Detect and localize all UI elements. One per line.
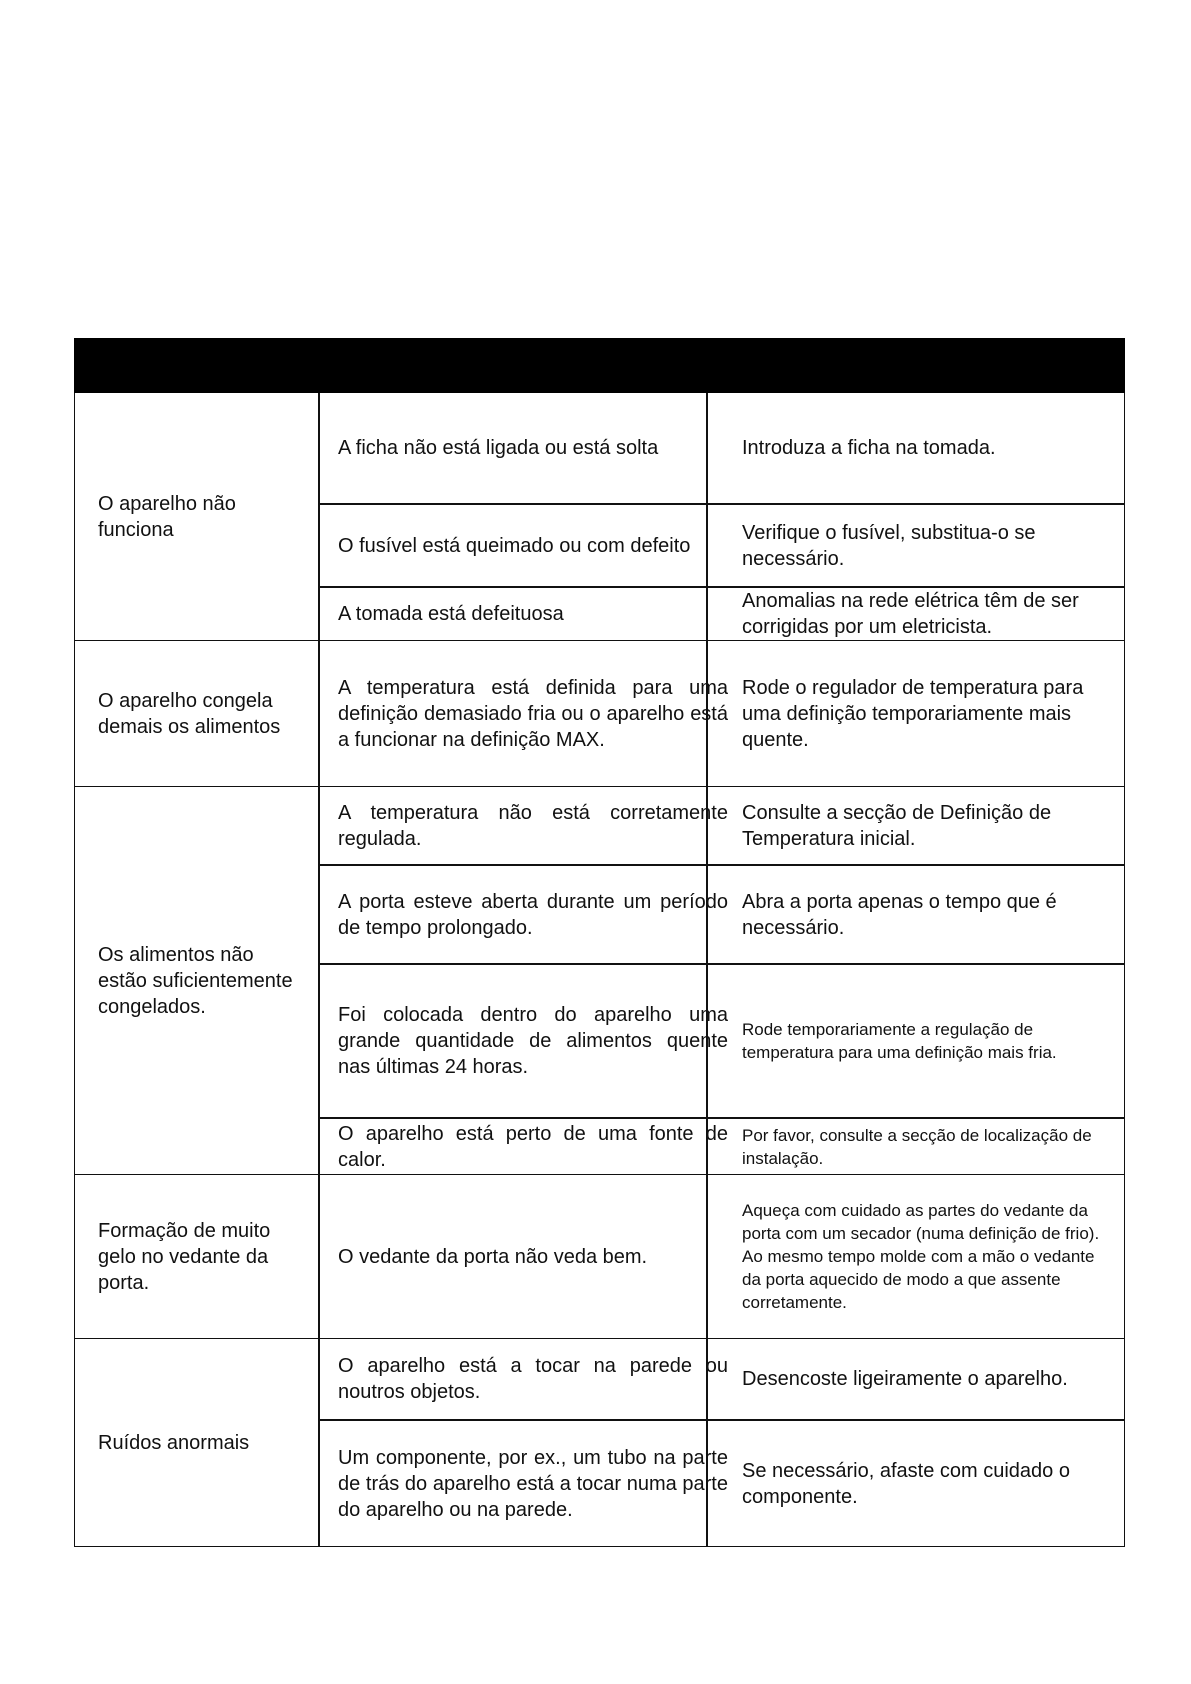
cause-cell: A porta esteve aberta durante um período de tempo prolongado. — [338, 890, 728, 939]
solution-cell: Consulte a secção de Definição de Temperatura inicial. — [742, 801, 1052, 850]
solution-cell: Desencoste ligeiramente o aparelho. — [742, 1368, 1068, 1390]
cause-cell: A temperatura não está corretamente regulada. — [338, 801, 728, 850]
solution-cell: Abra a porta apenas o tempo que é necessário. — [742, 890, 1057, 939]
problem-cell: O aparelho congela demais os alimentos — [98, 689, 281, 738]
cause-cell: O aparelho está a tocar na parede ou noutros objetos. — [338, 1355, 728, 1403]
table-border-right — [1124, 393, 1125, 1547]
cause-cell: O vedante da porta não veda bem. — [338, 1245, 648, 1268]
cause-cell: Um componente, por ex., um tubo na parte de trás do aparelho está a tocar numa parte do aparelho ou na parede. — [338, 1446, 728, 1521]
cause-cell: A tomada está defeituosa — [338, 603, 564, 625]
cause-cell: Foi colocada dentro do aparelho uma grande quantidade de alimentos quente nas últimas 24 horas. — [338, 1004, 728, 1078]
solution-cell: Rode temporariamente a regulação de temperatura para uma definição mais fria. — [742, 1020, 1057, 1062]
troubleshooting-table — [74, 393, 1125, 1547]
problem-cell: O aparelho não funciona — [98, 492, 236, 541]
solution-cell: Anomalias na rede elétrica têm de ser corrigidas por um eletricista. — [742, 590, 1079, 638]
problem-cell: Formação de muito gelo no vedante da porta. — [98, 1219, 271, 1294]
solution-cell: Por favor, consulte a secção de localização de instalação. — [742, 1125, 1092, 1168]
cause-cell: O aparelho está perto de uma fonte de calor. — [338, 1122, 728, 1171]
solution-cell: Rode o regulador de temperatura para uma definição temporariamente mais quente. — [742, 676, 1084, 751]
table-header-bar — [74, 338, 1125, 393]
row-divider — [74, 1546, 1125, 1547]
solution-cell: Aqueça com cuidado as partes do vedante da porta com um secador (numa definição de frio). Ao mesmo tempo molde com a mão o vedante da porta aquecido de modo a que assente corretamente. — [742, 1201, 1100, 1312]
column-divider-1 — [318, 393, 320, 1547]
cause-cell: A temperatura está definida para uma definição demasiado fria ou o aparelho está a funcionar na definição MAX. — [338, 676, 728, 751]
solution-cell: Se necessário, afaste com cuidado o componente. — [742, 1459, 1070, 1508]
solution-cell: Verifique o fusível, substitua-o se necessário. — [742, 521, 1036, 570]
problem-cell: Os alimentos não estão suficientemente congelados. — [98, 943, 293, 1018]
problem-cell: Ruídos anormais — [98, 1431, 250, 1454]
solution-cell: Introduza a ficha na tomada. — [742, 437, 996, 459]
cause-cell: A ficha não está ligada ou está solta — [338, 437, 659, 459]
cause-cell: O fusível está queimado ou com defeito — [338, 534, 691, 557]
table-border-left — [74, 393, 75, 1547]
